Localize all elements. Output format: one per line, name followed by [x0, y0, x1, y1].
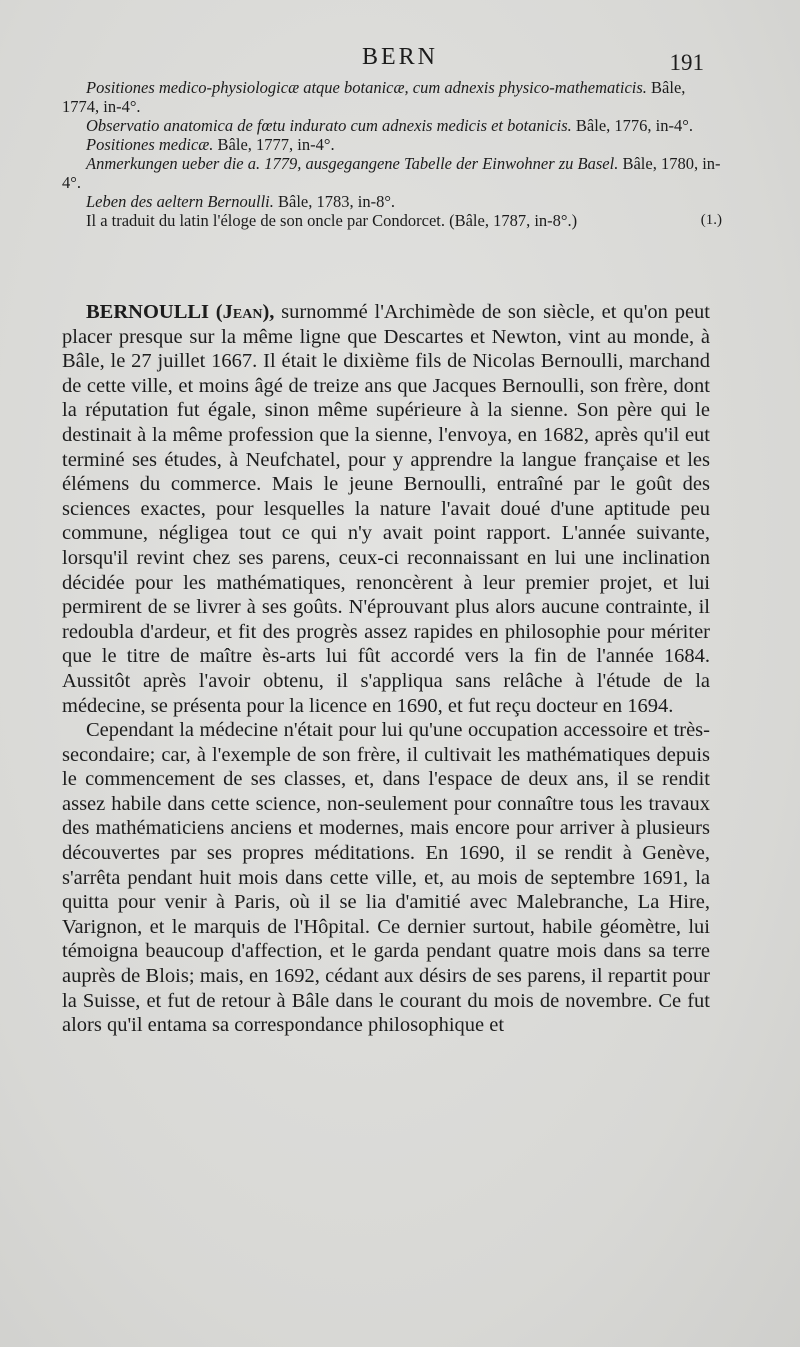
bibliography-list	[62, 78, 722, 230]
bibliography-entry: Anmerkungen ueber die a. 1779, ausgegangene Tabelle der Einwohner zu Basel. Bâle, 1780, in-4°.	[62, 154, 721, 192]
translation-note: Il a traduit du latin l'éloge de son oncle par Condorcet. (Bâle, 1787, in-8°.) (1.)	[86, 211, 722, 230]
page-number: 191	[669, 50, 704, 75]
footnote-marker: (1.)	[700, 212, 722, 228]
biography-entry	[62, 300, 710, 1038]
running-head: BERN	[361, 44, 438, 70]
bibliography-entry: Positiones medico-physiologicæ atque botanicæ, cum adnexis physico-mathematicis. Bâle, 1774, in-4°.	[62, 78, 686, 116]
bibliography-entry: Observatio anatomica de fœtu indurato cum adnexis medicis et botanicis. Bâle, 1776, in-4°.	[86, 116, 693, 135]
entry-heading: BERNOULLI (Jean),	[86, 301, 275, 323]
paragraph-1: BERNOULLI (Jean), surnommé l'Archimède de son siècle, et qu'on peut placer presque sur la même ligne que Descartes et Newton, vint au monde, à Bâle, le 27 juillet 1667. Il était le dixième fils de Nicolas Bernoulli, marchand de cette ville, et moins âgé de treize ans que Jacques Bernoulli, son frère, dont la réputation fut égale, sinon même supérieure à la sienne. Son père qui le destinait à la même profession que la sienne, l'envoya, en 1682, après qu'il eut terminé ses études, à Neufchatel, pour y apprendre la langue française et les élémens du commerce. Mais le jeune Bernoulli, entraîné par le goût des sciences exactes, pour lesquelles la nature l'avait doué d'une aptitude peu commune, négligea tout ce qui n'y avait point rapport. L'année suivante, lorsqu'il revint chez ses parens, ceux-ci reconnaissant en lui une inclination décidée pour les mathématiques, renoncèrent à leur premier projet, et lui permirent de se livrer à ses goûts. N'éprouvant plus alors aucune contrainte, il redoubla d'ardeur, et fit des progrès assez rapides en philosophie pour mériter que le titre de maître ès-arts lui fût accordé vers la fin de l'année 1684. Aussitôt après l'avoir obtenu, il s'appliqua sans relâche à l'étude de la médecine, se présenta pour la licence en 1690, et fut reçu docteur en 1694.	[62, 301, 711, 717]
paragraph-2: Cependant la médecine n'était pour lui qu'une occupation accessoire et très-secondaire; car, à l'exemple de son frère, il cultivait les mathématiques depuis le commencement de ses classes, et, dans l'espace de deux ans, il se rendit assez habile dans cette science, non-seulement pour connaître tous les travaux des mathématiciens anciens et modernes, mais encore pour arriver à plusieurs découvertes par ses propres méditations. En 1690, il se rendit à Genève, s'arrêta pendant huit mois dans cette ville, et, au mois de septembre 1691, la quitta pour venir à Paris, où il se lia d'amitié avec Malebranche, La Hire, Varignon, et le marquis de l'Hôpital. Ce dernier surtout, habile géomètre, lui témoigna beaucoup d'affection, et le garda pendant quatre mois dans sa terre auprès de Blois; mais, en 1692, cédant aux désirs de ses parens, il repartit pour la Suisse, et fut de retour à Bâle dans le courant du mois de novembre. Ce fut alors qu'il entama sa correspondance philosophique et	[62, 719, 710, 1037]
bibliography-entry: Positiones medicæ. Bâle, 1777, in-4°.	[86, 135, 335, 154]
bibliography-entry: Leben des aeltern Bernoulli. Bâle, 1783, in-8°.	[86, 192, 396, 211]
